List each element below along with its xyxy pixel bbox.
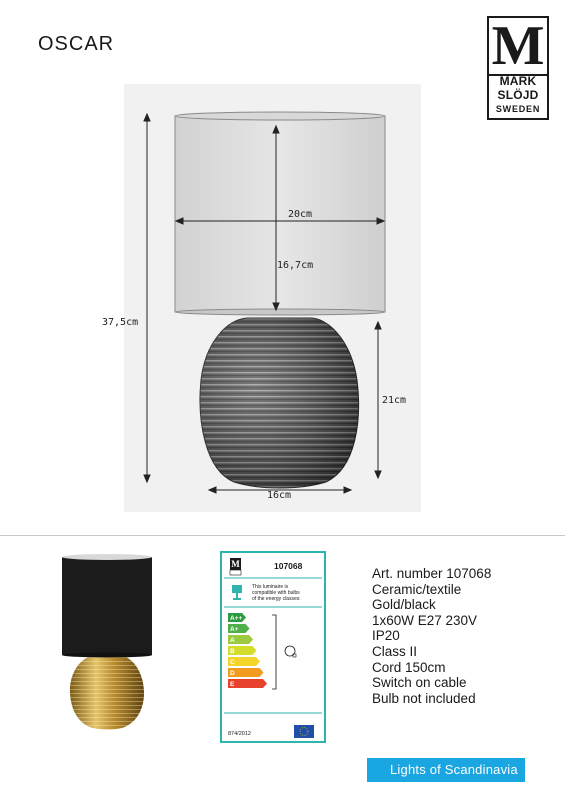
logo-line-slojd: SLÖJD — [497, 88, 539, 102]
logo-letter: M — [487, 16, 549, 76]
energy-class-label: C — [230, 659, 235, 666]
spec-cord: Cord 150cm — [372, 659, 446, 675]
energy-label-article: 107068 — [274, 561, 303, 571]
product-photo — [57, 553, 157, 733]
spec-color: Gold/black — [372, 597, 436, 613]
energy-class-label: A++ — [230, 615, 243, 622]
shade-width-label: 20cm — [288, 209, 313, 220]
footer-tagline: Lights of Scandinavia — [390, 762, 518, 777]
energy-label — [220, 551, 326, 743]
energy-class-label: A+ — [230, 626, 239, 633]
shade-height-label: 16,7cm — [277, 260, 314, 271]
section-divider — [0, 535, 565, 536]
compat-text-2: compatible with bulbs — [252, 590, 300, 596]
logo-line-sweden: SWEDEN — [495, 104, 541, 114]
spec-list — [372, 566, 491, 706]
spec-class: Class II — [372, 643, 418, 659]
energy-label-regulation: 874/2012 — [228, 731, 251, 737]
energy-class-label: E — [230, 681, 235, 688]
page-title: OSCAR — [38, 33, 115, 55]
energy-class-label: B — [230, 648, 235, 655]
spec-bulb: Bulb not included — [372, 690, 476, 706]
total-height-label: 37,5cm — [102, 317, 139, 328]
energy-class-label: A — [230, 637, 235, 644]
logo-line-mark: MARK — [499, 74, 537, 88]
spec-power: 1x60W E27 230V — [372, 612, 478, 628]
svg-text:M: M — [231, 559, 240, 569]
lamp-shade — [175, 116, 385, 312]
spec-switch: Switch on cable — [372, 675, 467, 691]
base-height-label: 21cm — [382, 395, 407, 406]
compat-text-1: This luminaire is — [252, 584, 289, 590]
spec-ip-rating: IP20 — [372, 628, 400, 644]
base-width-label: 16cm — [267, 490, 292, 501]
compat-text-3: of the energy classes: — [252, 596, 301, 602]
spec-material: Ceramic/textile — [372, 581, 462, 597]
energy-class-label: D — [230, 670, 235, 677]
spec-article-number: Art. number 107068 — [372, 566, 492, 581]
